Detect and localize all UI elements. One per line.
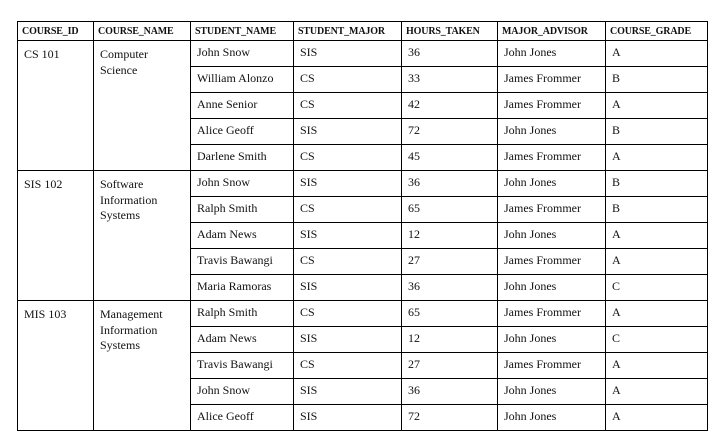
header-row <box>18 22 708 41</box>
table-row <box>18 41 708 67</box>
table-body <box>18 41 708 431</box>
course-grade-cell: B <box>606 119 708 145</box>
major-advisor-cell: John Jones <box>498 41 606 67</box>
major-advisor-cell: James Frommer <box>498 93 606 119</box>
major-advisor-cell: James Frommer <box>498 67 606 93</box>
student-major-cell: CS <box>294 353 402 379</box>
table-row <box>18 171 708 197</box>
hours-taken-cell: 72 <box>402 119 498 145</box>
course-name-cell: Software Information Systems <box>94 171 191 301</box>
student-name-cell: Adam News <box>191 223 294 249</box>
student-name-cell: John Snow <box>191 171 294 197</box>
course-grade-cell: A <box>606 223 708 249</box>
student-major-cell: SIS <box>294 171 402 197</box>
course-grade-cell: B <box>606 171 708 197</box>
major-advisor-cell: James Frommer <box>498 301 606 327</box>
student-major-cell: SIS <box>294 327 402 353</box>
student-major-cell: CS <box>294 301 402 327</box>
header-course-name: COURSE_NAME <box>94 22 191 41</box>
hours-taken-cell: 12 <box>402 223 498 249</box>
table-row <box>18 301 708 327</box>
student-major-cell: SIS <box>294 119 402 145</box>
hours-taken-cell: 36 <box>402 41 498 67</box>
hours-taken-cell: 72 <box>402 405 498 431</box>
course-id-cell: CS 101 <box>18 41 94 171</box>
major-advisor-cell: John Jones <box>498 119 606 145</box>
header-major-advisor: MAJOR_ADVISOR <box>498 22 606 41</box>
student-name-cell: Ralph Smith <box>191 301 294 327</box>
student-name-cell: John Snow <box>191 379 294 405</box>
course-grade-cell: A <box>606 41 708 67</box>
course-grade-cell: B <box>606 67 708 93</box>
student-name-cell: Maria Ramoras <box>191 275 294 301</box>
student-name-cell: Alice Geoff <box>191 405 294 431</box>
course-grade-cell: C <box>606 275 708 301</box>
student-major-cell: SIS <box>294 275 402 301</box>
hours-taken-cell: 65 <box>402 301 498 327</box>
student-name-cell: John Snow <box>191 41 294 67</box>
major-advisor-cell: James Frommer <box>498 353 606 379</box>
student-name-cell: Alice Geoff <box>191 119 294 145</box>
major-advisor-cell: John Jones <box>498 327 606 353</box>
student-name-cell: Darlene Smith <box>191 145 294 171</box>
course-grade-cell: A <box>606 93 708 119</box>
header-course-id: COURSE_ID <box>18 22 94 41</box>
student-major-cell: CS <box>294 145 402 171</box>
hours-taken-cell: 27 <box>402 249 498 275</box>
student-major-cell: SIS <box>294 223 402 249</box>
course-name-cell: Computer Science <box>94 41 191 171</box>
student-name-cell: William Alonzo <box>191 67 294 93</box>
major-advisor-cell: John Jones <box>498 379 606 405</box>
major-advisor-cell: John Jones <box>498 275 606 301</box>
major-advisor-cell: John Jones <box>498 223 606 249</box>
hours-taken-cell: 27 <box>402 353 498 379</box>
course-grade-cell: A <box>606 379 708 405</box>
course-id-cell: SIS 102 <box>18 171 94 301</box>
course-grade-cell: A <box>606 145 708 171</box>
header-hours-taken: HOURS_TAKEN <box>402 22 498 41</box>
hours-taken-cell: 36 <box>402 379 498 405</box>
student-name-cell: Ralph Smith <box>191 197 294 223</box>
student-name-cell: Travis Bawangi <box>191 249 294 275</box>
course-grade-cell: A <box>606 405 708 431</box>
course-grade-cell: A <box>606 249 708 275</box>
course-grade-cell: C <box>606 327 708 353</box>
hours-taken-cell: 65 <box>402 197 498 223</box>
hours-taken-cell: 42 <box>402 93 498 119</box>
student-major-cell: CS <box>294 93 402 119</box>
major-advisor-cell: James Frommer <box>498 197 606 223</box>
student-major-cell: CS <box>294 249 402 275</box>
header-student-name: STUDENT_NAME <box>191 22 294 41</box>
course-grade-cell: B <box>606 197 708 223</box>
course-enrollment-table <box>17 21 708 431</box>
major-advisor-cell: John Jones <box>498 171 606 197</box>
hours-taken-cell: 45 <box>402 145 498 171</box>
hours-taken-cell: 36 <box>402 275 498 301</box>
student-major-cell: SIS <box>294 379 402 405</box>
student-name-cell: Anne Senior <box>191 93 294 119</box>
header-course-grade: COURSE_GRADE <box>606 22 708 41</box>
hours-taken-cell: 33 <box>402 67 498 93</box>
course-name-cell: Management Information Systems <box>94 301 191 431</box>
student-name-cell: Travis Bawangi <box>191 353 294 379</box>
header-student-major: STUDENT_MAJOR <box>294 22 402 41</box>
student-major-cell: CS <box>294 197 402 223</box>
student-major-cell: CS <box>294 67 402 93</box>
hours-taken-cell: 12 <box>402 327 498 353</box>
course-id-cell: MIS 103 <box>18 301 94 431</box>
course-grade-cell: A <box>606 353 708 379</box>
student-major-cell: SIS <box>294 41 402 67</box>
student-major-cell: SIS <box>294 405 402 431</box>
course-grade-cell: A <box>606 301 708 327</box>
major-advisor-cell: James Frommer <box>498 249 606 275</box>
major-advisor-cell: James Frommer <box>498 145 606 171</box>
hours-taken-cell: 36 <box>402 171 498 197</box>
major-advisor-cell: John Jones <box>498 405 606 431</box>
student-name-cell: Adam News <box>191 327 294 353</box>
